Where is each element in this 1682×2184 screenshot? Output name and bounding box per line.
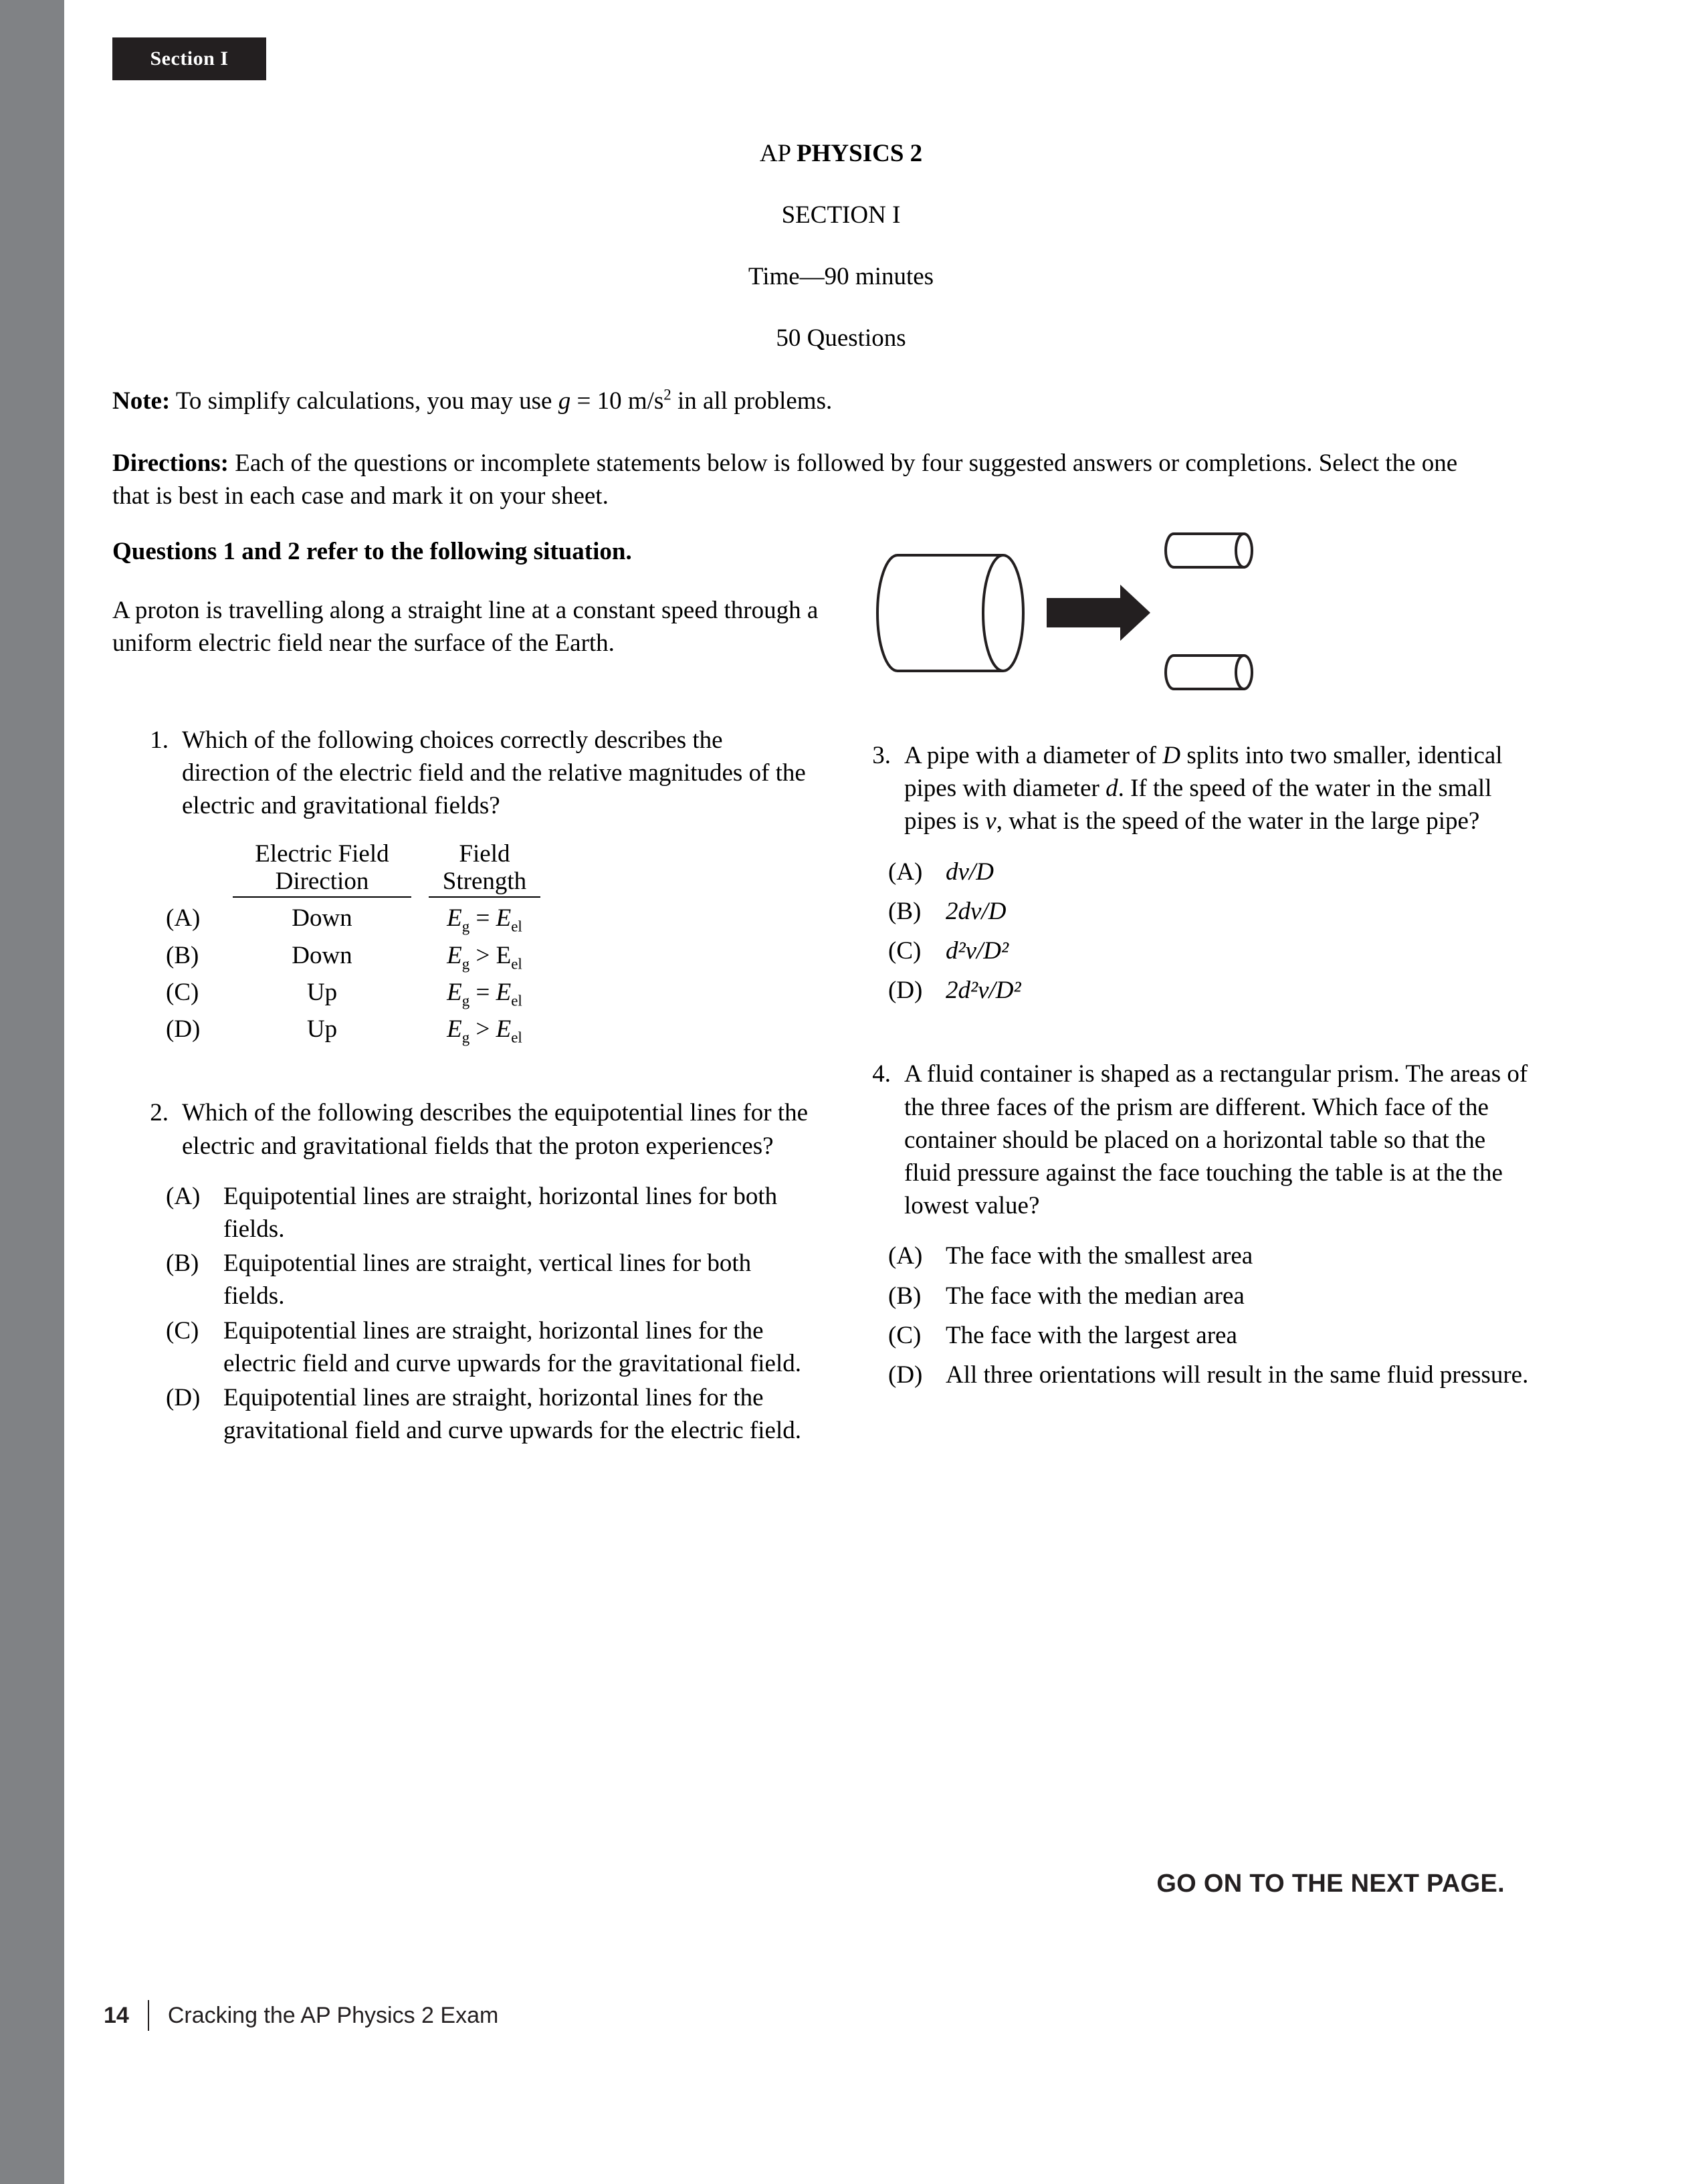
choice-label: (D): [166, 1015, 201, 1044]
sub-right: el: [511, 1029, 522, 1046]
sub-right: el: [511, 955, 522, 973]
small-pipe-bottom-icon: [1166, 656, 1252, 689]
flow-arrow-icon: [1047, 585, 1150, 641]
choice-d-label: (D): [888, 977, 923, 1005]
column-header-strength: [429, 840, 540, 898]
choice-b-label: (B): [166, 1250, 199, 1278]
choice-c-label: (C): [888, 937, 922, 965]
question-4-number: 4.: [872, 1060, 891, 1088]
section-title: SECTION I: [781, 201, 901, 229]
book-title: Cracking the AP Physics 2 Exam: [167, 2002, 499, 2028]
exam-title-prefix: AP: [759, 140, 797, 167]
sym-left: E: [447, 1015, 462, 1044]
choice-strength: [429, 897, 540, 934]
sym-left: E: [447, 978, 462, 1006]
choice-c-formula: d²v/D²: [946, 937, 1009, 965]
choice-a-formula: dv/D: [946, 858, 994, 886]
choice-strength: [429, 935, 540, 972]
choice-d[interactable]: [166, 1381, 816, 1447]
note-text-end: in all problems.: [671, 387, 833, 415]
choice-d-formula: 2d²v/D²: [946, 977, 1021, 1005]
exam-title: [0, 139, 1682, 168]
row-gap: [411, 935, 429, 972]
sym-right: E: [496, 941, 512, 969]
sym-right: E: [496, 904, 512, 932]
go-on-notice: GO ON TO THE NEXT PAGE.: [1156, 1870, 1505, 1898]
question-1-answer-table: [166, 840, 540, 1046]
stimulus-heading: Questions 1 and 2 refer to the following situation.: [112, 538, 632, 565]
pipe-splitting-diagram: [869, 528, 1485, 696]
choice-label: (A): [166, 904, 201, 932]
q3-part-1: D: [1162, 742, 1181, 769]
choice-a-label: (A): [888, 1242, 923, 1270]
choice-b-text: Equipotential lines are straight, vertical lines for both fields.: [223, 1250, 752, 1310]
question-3: [863, 739, 1538, 838]
choice-label: (C): [166, 978, 199, 1006]
sub-left: g: [461, 992, 470, 1009]
directions-label: Directions:: [112, 450, 229, 477]
directions-paragraph: [112, 447, 1490, 512]
choice-d-text: All three orientations will result in the same fluid pressure.: [946, 1361, 1529, 1389]
table-row[interactable]: [166, 1009, 540, 1046]
note-text-before: To simplify calculations, you may use: [170, 387, 558, 415]
page-number: 14: [104, 2002, 129, 2028]
question-2-text: Which of the following describes the equipotential lines for the electric and gravitational fields that the proton experiences?: [182, 1099, 809, 1160]
choice-direction: Down: [292, 941, 352, 969]
choice-b[interactable]: [888, 895, 1538, 928]
choice-b-formula: 2dv/D: [946, 897, 1007, 925]
choice-direction: Up: [306, 1015, 338, 1044]
table-gap-cell: [411, 840, 429, 898]
sym-left: E: [447, 941, 462, 969]
choice-strength: [429, 972, 540, 1009]
footer-divider: [148, 2000, 149, 2031]
left-question-column: [140, 724, 816, 1448]
question-3-choices: [888, 856, 1538, 1007]
table-header-row: [166, 840, 540, 898]
note-label: Note:: [112, 387, 171, 415]
sub-right: el: [511, 918, 522, 935]
directions-text: Each of the questions or incomplete statements below is followed by four suggested answers or completions. Select the one that is best in each case and mark it on your sheet.: [112, 450, 1458, 510]
section-tab-label: Section I: [150, 47, 229, 70]
choice-a-label: (A): [166, 1182, 201, 1210]
choice-strength: [429, 1009, 540, 1046]
operator: =: [476, 978, 490, 1006]
question-2-number: 2.: [150, 1099, 169, 1127]
q3-part-6: , what is the speed of the water in the large pipe?: [996, 807, 1480, 835]
stimulus-paragraph: A proton is travelling along a straight line at a constant speed through a uniform electric field near the surface of the Earth.: [112, 597, 819, 658]
question-1: [140, 724, 816, 823]
choice-c[interactable]: [888, 1319, 1538, 1352]
right-question-column: [863, 739, 1538, 1398]
page-footer: [104, 2000, 498, 2031]
choice-b[interactable]: [166, 1247, 816, 1312]
operator: >: [476, 941, 490, 969]
choice-a[interactable]: [888, 856, 1538, 888]
choice-direction: Down: [292, 904, 352, 932]
sub-right: el: [511, 992, 522, 1009]
choice-d-text: Equipotential lines are straight, horizontal lines for the gravitational field and curve upwards for the electric field.: [223, 1383, 801, 1445]
sym-right: E: [496, 1015, 512, 1044]
note-text-after: = 10 m/s: [570, 387, 664, 415]
choice-c[interactable]: [888, 934, 1538, 967]
column-header-direction-line2: Direction: [275, 868, 369, 896]
question-count: 50 Questions: [776, 324, 906, 352]
choice-c-text: The face with the largest area: [946, 1321, 1237, 1349]
choice-direction: Up: [306, 978, 338, 1006]
row-gap: [411, 972, 429, 1009]
q3-part-3: d: [1106, 775, 1118, 803]
question-3-number: 3.: [872, 742, 891, 769]
operator: =: [476, 904, 490, 932]
question-2-choices: [166, 1180, 816, 1448]
question-4: [863, 1058, 1538, 1222]
choice-c-label: (C): [888, 1321, 922, 1349]
large-pipe-icon: [877, 555, 1023, 671]
choice-d[interactable]: [888, 974, 1538, 1007]
table-corner-cell: [166, 840, 233, 898]
row-gap: [411, 1009, 429, 1046]
choice-a-text: Equipotential lines are straight, horizontal lines for both fields.: [223, 1182, 778, 1243]
sub-left: g: [461, 1029, 470, 1046]
row-gap: [411, 897, 429, 934]
q3-part-2: splits into two smaller, identical pipes with diameter: [904, 742, 1503, 803]
choice-a-text: The face with the smallest area: [946, 1242, 1253, 1270]
q3-part-0: A pipe with a diameter of: [904, 742, 1163, 769]
question-3-text: [904, 739, 1538, 838]
choice-label: (B): [166, 941, 199, 969]
table-row[interactable]: [166, 935, 540, 972]
table-row[interactable]: [166, 897, 540, 934]
choice-c-label: (C): [166, 1316, 199, 1345]
choice-d-label: (D): [888, 1361, 923, 1389]
section-tab: [112, 37, 266, 80]
choice-d[interactable]: [888, 1359, 1538, 1391]
question-1-text: Which of the following choices correctly describes the direction of the electric field and the relative magnitudes of the electric and gravitational fields?: [182, 726, 806, 820]
choice-b-label: (B): [888, 1282, 922, 1310]
choice-a[interactable]: [166, 1180, 816, 1246]
note-symbol-g: g: [558, 387, 571, 415]
choice-b-label: (B): [888, 897, 922, 925]
choice-b-text: The face with the median area: [946, 1282, 1245, 1310]
question-4-text: A fluid container is shaped as a rectangular prism. The areas of the three faces of the prism are different. Which face of the container should be placed on a horizontal table so that the fluid pressure against the face touching the table is at the the lowest value?: [904, 1060, 1528, 1220]
sub-left: g: [461, 918, 470, 935]
column-header-strength-line1: Field: [459, 839, 510, 868]
choice-c[interactable]: [166, 1314, 816, 1380]
question-2: [140, 1096, 816, 1162]
sub-left: g: [461, 955, 470, 973]
column-header-direction-line1: Electric Field: [255, 839, 389, 868]
time-allotment: Time—90 minutes: [748, 263, 934, 290]
choice-a[interactable]: [888, 1239, 1538, 1272]
column-header-strength-line2: Strength: [442, 868, 527, 896]
exam-title-name: PHYSICS 2: [797, 140, 923, 167]
choice-b[interactable]: [888, 1280, 1538, 1312]
choice-d-label: (D): [166, 1383, 201, 1411]
table-row[interactable]: [166, 972, 540, 1009]
question-4-choices: [888, 1239, 1538, 1391]
question-1-number: 1.: [150, 726, 169, 754]
sym-left: E: [447, 904, 462, 932]
choice-a-label: (A): [888, 858, 923, 886]
sym-right: E: [496, 978, 512, 1006]
small-pipe-top-icon: [1166, 534, 1252, 567]
operator: >: [476, 1015, 490, 1044]
q3-part-4: . If the speed of the water in the small pipes is: [904, 775, 1492, 835]
column-header-direction: [233, 840, 411, 898]
q3-part-5: v: [985, 807, 996, 835]
note-exponent: 2: [663, 386, 671, 403]
note-paragraph: [112, 385, 1490, 417]
choice-c-text: Equipotential lines are straight, horizontal lines for the electric field and curve upwards for the gravitational field.: [223, 1316, 801, 1377]
